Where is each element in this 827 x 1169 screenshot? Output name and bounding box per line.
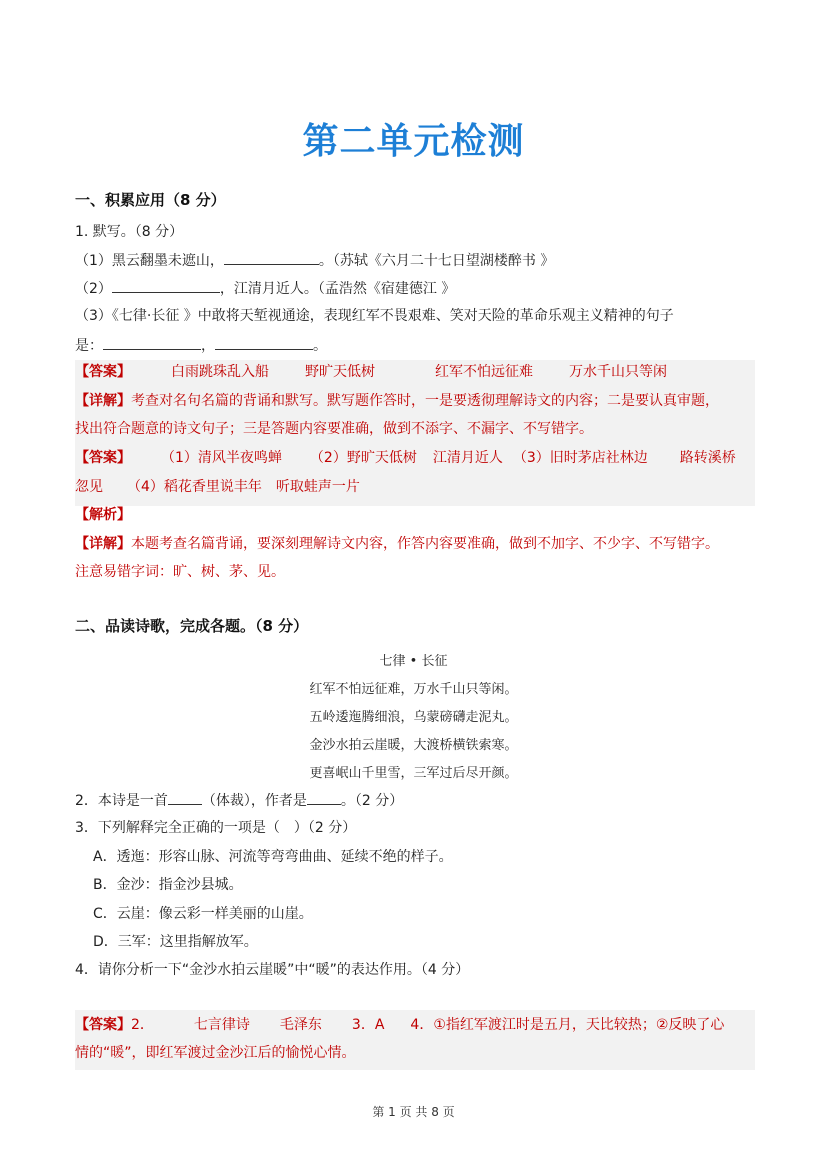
answer-blank[interactable] xyxy=(168,790,202,805)
analysis-label: 【解析】 xyxy=(75,507,131,523)
option-c: C．云崖：像云彩一样美丽的山崖。 xyxy=(93,906,313,922)
poem-line: 五岭逶迤腾细浪，乌蒙磅礴走泥丸。 xyxy=(309,710,518,725)
answer-blank[interactable] xyxy=(103,335,201,350)
question-1-item-3-blanks: 是： ， 。 xyxy=(75,335,327,356)
answer-3: 【答案】2． 七言律诗 毛泽东 3．A 4．①指红军渡江时是五月，天比较热；②反映了心 xyxy=(75,1017,725,1033)
option-d: D．三军：这里指解放军。 xyxy=(93,934,258,950)
detail-2-line-1: 【详解】本题考查名篇背诵，要深刻理解诗文内容，作答内容要准确，做到不加字、不少字、不写错字。 xyxy=(75,536,719,552)
question-3: 3．下列解释完全正确的一项是（ ）（2 分） xyxy=(75,820,357,836)
poem-line: 金沙水拍云崖暖，大渡桥横铁索寒。 xyxy=(309,738,518,753)
answer-2-line-2: 忽见 （4）稻花香里说丰年 听取蛙声一片 xyxy=(75,479,360,495)
answer-1: 【答案】 白雨跳珠乱入船 野旷天低树 红军不怕远征难 万水千山只等闲 xyxy=(75,364,667,380)
question-1-item-1: （1）黑云翻墨未遮山， 。（苏轼《六月二十七日望湖楼醉书 》 xyxy=(75,250,554,271)
poem-line: 更喜岷山千里雪，三军过后尽开颜。 xyxy=(309,766,518,781)
section1-heading: 一、积累应用（8 分） xyxy=(75,191,226,209)
detail-1-line-1: 【详解】考查对名句名篇的背诵和默写。默写题作答时，一是要透彻理解诗文的内容；二是要认真审题， xyxy=(75,393,719,409)
poem-title: 七律 • 长征 xyxy=(379,654,448,669)
page-title: 第二单元检测 xyxy=(302,121,525,162)
detail-1-line-2: 找出符合题意的诗文句子；三是答题内容要准确，做到不添字、不漏字、不写错字。 xyxy=(75,421,593,437)
question-4: 4．请你分析一下“金沙水拍云崖暖”中“暖”的表达作用。（4 分） xyxy=(75,962,470,978)
poem-line: 红军不怕远征难，万水千山只等闲。 xyxy=(309,682,518,697)
section2-heading: 二、品读诗歌，完成各题。（8 分） xyxy=(75,617,309,635)
answer-blank[interactable] xyxy=(215,335,313,350)
page-footer: 第 1 页 共 8 页 xyxy=(372,1105,455,1119)
detail-2-line-2: 注意易错字词：旷、树、茅、见。 xyxy=(75,564,285,580)
answer-blank[interactable] xyxy=(307,790,341,805)
question-1-item-3: （3）《七律·长征 》中敢将天堑视通途，表现红军不畏艰难、笑对天险的革命乐观主义精神的句子 xyxy=(75,308,674,324)
answer-blank[interactable] xyxy=(112,278,220,293)
question-2: 2．本诗是一首 （体裁），作者是 。（2 分） xyxy=(75,790,403,811)
question-1: 1. 默写。（8 分） xyxy=(75,224,184,240)
answer-3-line-2: 情的“暖”，即红军渡过金沙江后的愉悦心情。 xyxy=(75,1045,356,1061)
answer-2: 【答案】 （1）清风半夜鸣蝉 （2）野旷天低树 江清月近人 （3）旧时茅店社林边 路转溪桥 xyxy=(75,450,736,466)
question-1-item-2: （2） ，江清月近人。（孟浩然《宿建德江 》 xyxy=(75,278,455,299)
option-b: B．金沙：指金沙县城。 xyxy=(93,877,243,893)
answer-blank[interactable] xyxy=(224,250,319,265)
option-a: A．透迤：形容山脉、河流等弯弯曲曲、延续不绝的样子。 xyxy=(93,849,453,865)
